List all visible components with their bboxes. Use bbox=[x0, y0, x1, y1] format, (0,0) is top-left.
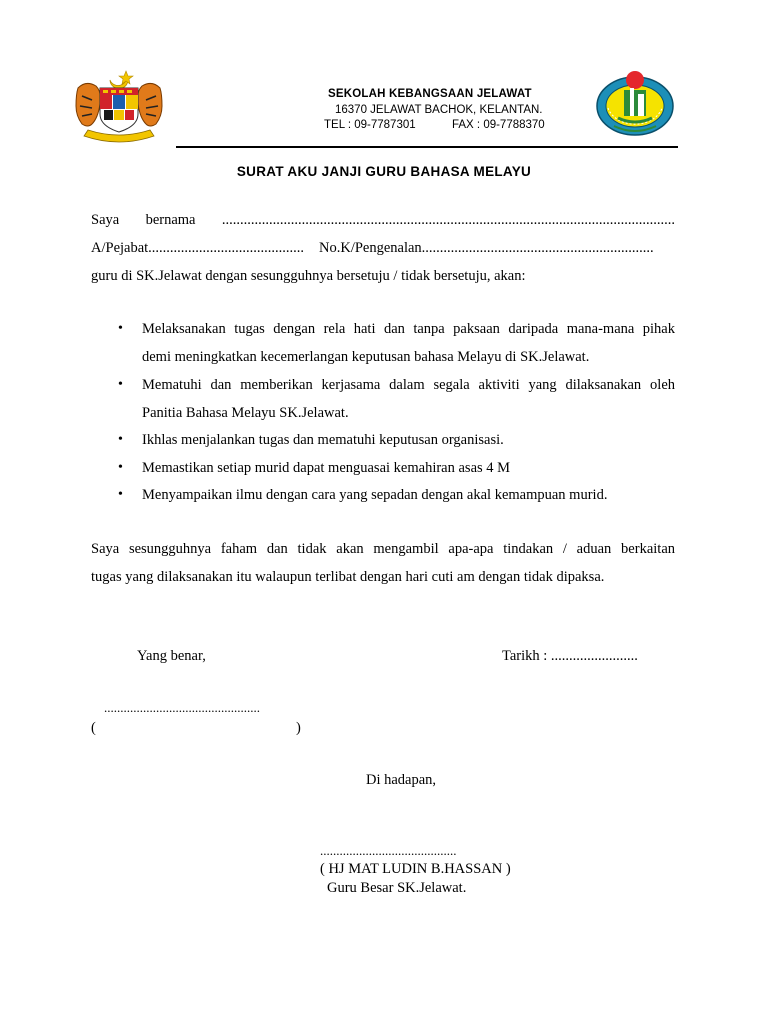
school-crest-logo bbox=[594, 68, 676, 138]
headmaster-signature-line: .......................................... bbox=[320, 843, 457, 858]
bullet-item: Melaksanakan tugas dengan rela hati dan tanpa paksaan daripada mana-mana pihak bbox=[142, 321, 675, 337]
witness-label: Di hadapan, bbox=[366, 772, 437, 788]
declaration-paragraph: Saya sesungguhnya faham dan tidak akan mengambil apa-apa tindakan / aduan berkaitan bbox=[91, 541, 675, 557]
bullet-marker: • bbox=[118, 377, 123, 392]
headmaster-name: ( HJ MAT LUDIN B.HASSAN ) bbox=[320, 861, 511, 877]
teacher-name-close-paren: ) bbox=[296, 720, 301, 736]
headmaster-title: Guru Besar SK.Jelawat. bbox=[327, 880, 467, 896]
bullet-item: Menyampaikan ilmu dengan cara yang sepadan dengan akal kemampuan murid. bbox=[142, 487, 608, 503]
bullet-marker: • bbox=[118, 432, 123, 447]
closing-salutation: Yang benar, bbox=[137, 648, 206, 664]
jata-negara-logo bbox=[70, 66, 168, 146]
declaration-paragraph-continuation: tugas yang dilaksanakan itu walaupun terlibat dengan hari cuti am dengan tidak dipaksa. bbox=[91, 569, 605, 585]
bullet-item: Memastikan setiap murid dapat menguasai kemahiran asas 4 M bbox=[142, 460, 511, 476]
bullet-item: Ikhlas menjalankan tugas dan mematuhi keputusan organisasi. bbox=[142, 432, 504, 448]
ic-number-field-line: No.K/Pengenalan................................................................ bbox=[319, 240, 654, 256]
teacher-signature-line: ................................................ bbox=[104, 700, 260, 715]
agreement-statement: guru di SK.Jelawat dengan sesungguhnya bersetuju / tidak bersetuju, akan: bbox=[91, 268, 526, 284]
header-divider bbox=[176, 146, 678, 148]
date-field: Tarikh : ........................ bbox=[502, 648, 638, 664]
bullet-marker: • bbox=[118, 487, 123, 502]
school-telephone: TEL : 09-7787301 bbox=[324, 119, 416, 131]
school-address: 16370 JELAWAT BACHOK, KELANTAN. bbox=[335, 104, 543, 116]
teacher-name-open-paren: ( bbox=[91, 720, 96, 736]
bullet-item: Mematuhi dan memberikan kerjasama dalam segala aktiviti yang dilaksanakan oleh bbox=[142, 377, 675, 393]
bullet-item-continuation: demi meningkatkan kecemerlangan keputusan bahasa Melayu di SK.Jelawat. bbox=[142, 349, 590, 365]
office-field-line: A/Pejabat........................................... bbox=[91, 240, 305, 256]
name-field-line: Saya bernama ............................................................................................................................. bbox=[91, 212, 675, 228]
bullet-marker: • bbox=[118, 460, 123, 475]
school-name: SEKOLAH KEBANGSAAN JELAWAT bbox=[328, 88, 532, 100]
document-title: SURAT AKU JANJI GURU BAHASA MELAYU bbox=[236, 164, 532, 179]
bullet-marker: • bbox=[118, 321, 123, 336]
school-fax: FAX : 09-7788370 bbox=[452, 119, 545, 131]
bullet-item-continuation: Panitia Bahasa Melayu SK.Jelawat. bbox=[142, 405, 349, 421]
